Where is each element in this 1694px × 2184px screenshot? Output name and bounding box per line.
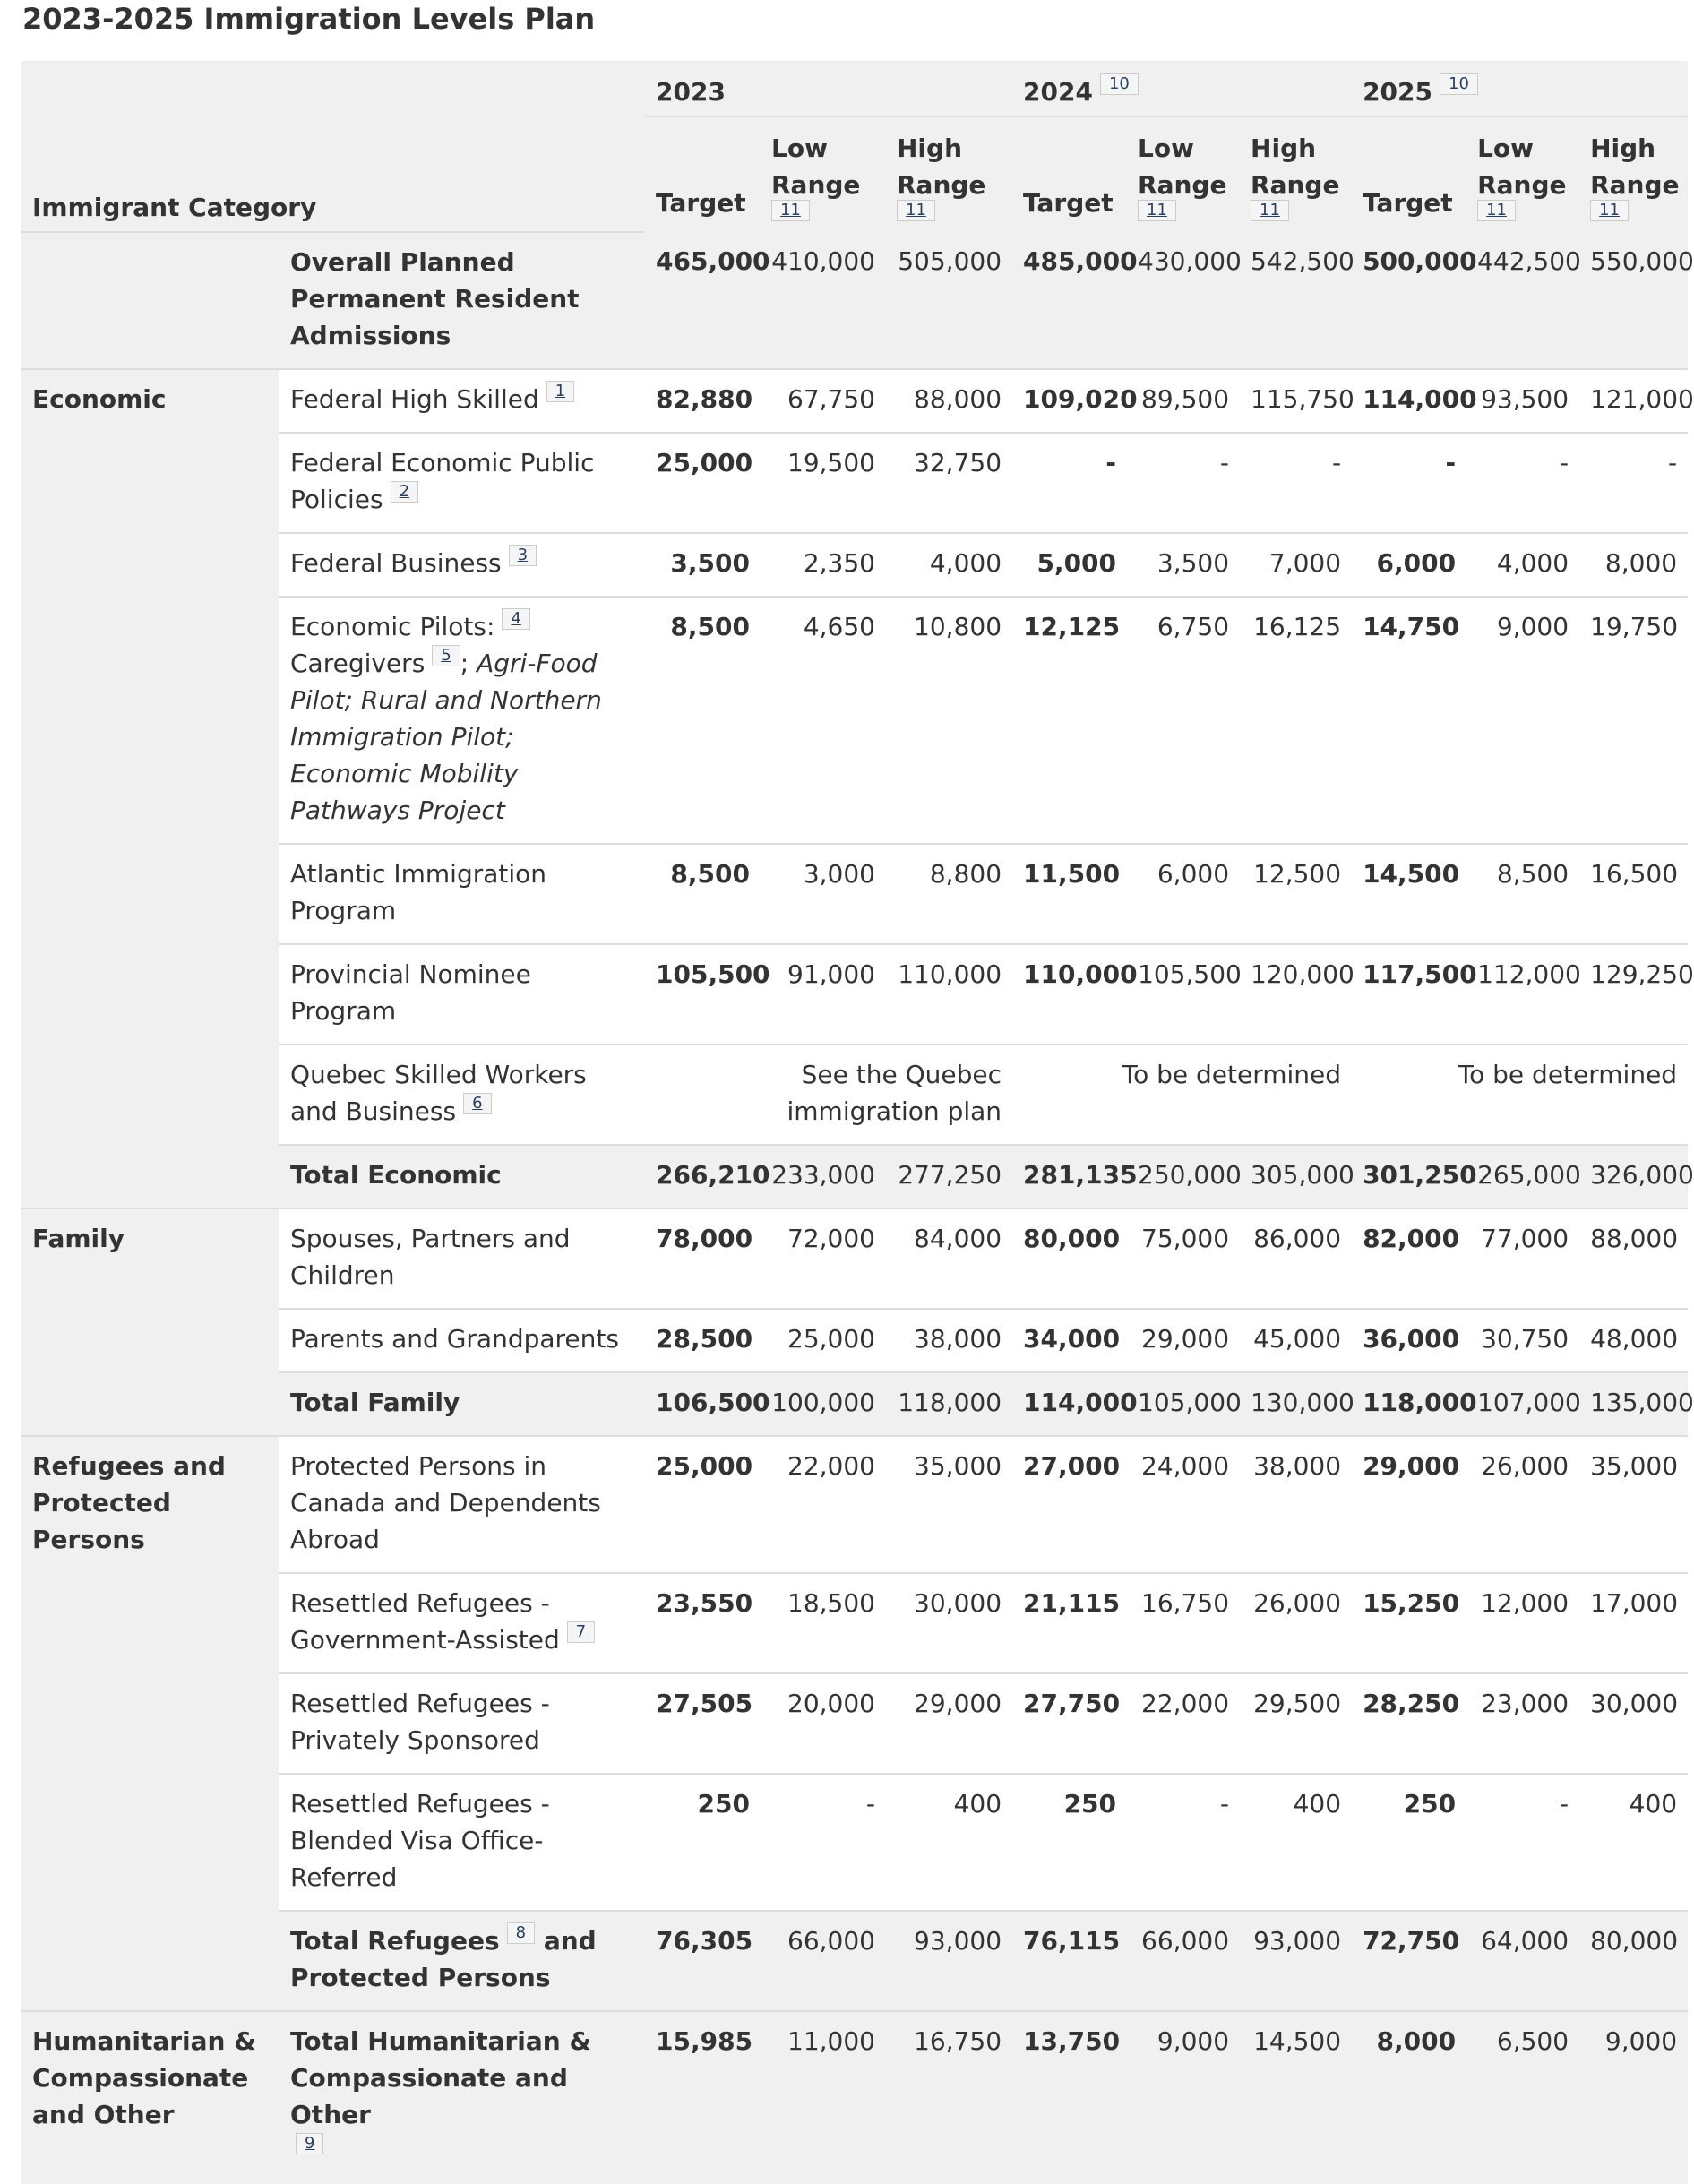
- footnote-link[interactable]: 9: [296, 2133, 323, 2154]
- value-cell: 121,000: [1579, 369, 1688, 433]
- value-cell: 30,000: [1579, 1673, 1688, 1774]
- value-cell: 30,750: [1466, 1309, 1579, 1372]
- value-cell: 250,000: [1127, 1145, 1240, 1208]
- value-cell: 23,000: [1466, 1673, 1579, 1774]
- value-cell: 10,800: [886, 597, 1012, 844]
- table-row: [21, 369, 1688, 433]
- row-label: Resettled Refugees - Blended Visa Office-Referred: [279, 1774, 645, 1911]
- value-cell: 326,000: [1579, 1145, 1688, 1208]
- quebec-2025-cell: To be determined: [1352, 1045, 1688, 1145]
- value-cell: 26,000: [1466, 1436, 1579, 1573]
- value-cell: 86,000: [1240, 1208, 1352, 1309]
- value-cell: 4,000: [886, 533, 1012, 597]
- value-cell: 14,500: [1352, 844, 1466, 944]
- value-cell: 550,000: [1579, 232, 1688, 369]
- value-cell: 88,000: [1579, 1208, 1688, 1309]
- value-cell: 12,500: [1240, 844, 1352, 944]
- value-cell: 118,000: [1352, 1372, 1466, 1436]
- value-cell: 76,115: [1012, 1911, 1127, 2011]
- target-header: Target: [1352, 116, 1466, 232]
- footnote-link[interactable]: 10: [1440, 73, 1478, 95]
- value-cell: -: [1466, 1774, 1579, 1911]
- value-cell: 24,000: [1127, 1436, 1240, 1573]
- value-cell: 26,000: [1240, 1573, 1352, 1673]
- value-cell: 72,750: [1352, 1911, 1466, 2011]
- value-cell: 8,800: [886, 844, 1012, 944]
- value-cell: 93,000: [886, 1911, 1012, 2011]
- group-humanitarian: Humanitarian & Compassionate and Other: [21, 2011, 279, 2184]
- value-cell: 29,000: [1127, 1309, 1240, 1372]
- row-label: Spouses, Partners and Children: [279, 1208, 645, 1309]
- value-cell: 9,000: [1127, 2011, 1240, 2184]
- footnote-link[interactable]: 1: [546, 381, 574, 402]
- value-cell: 78,000: [645, 1208, 761, 1309]
- value-cell: 30,000: [886, 1573, 1012, 1673]
- value-cell: 3,000: [761, 844, 886, 944]
- value-cell: 105,500: [645, 944, 761, 1045]
- row-label: Resettled Refugees - Government-Assisted 7: [279, 1573, 645, 1673]
- value-cell: 29,000: [886, 1673, 1012, 1774]
- value-cell: 107,000: [1466, 1372, 1579, 1436]
- footnote-link[interactable]: 11: [1477, 200, 1516, 221]
- value-cell: 66,000: [1127, 1911, 1240, 2011]
- value-cell: 38,000: [886, 1309, 1012, 1372]
- value-cell: 19,500: [761, 433, 886, 533]
- value-cell: 9,000: [1466, 597, 1579, 844]
- value-cell: 77,000: [1466, 1208, 1579, 1309]
- value-cell: -: [1579, 433, 1688, 533]
- value-cell: 7,000: [1240, 533, 1352, 597]
- value-cell: 22,000: [1127, 1673, 1240, 1774]
- value-cell: 22,000: [761, 1436, 886, 1573]
- value-cell: 16,500: [1579, 844, 1688, 944]
- value-cell: 27,505: [645, 1673, 761, 1774]
- group-economic: Economic: [21, 369, 279, 1208]
- value-cell: 106,500: [645, 1372, 761, 1436]
- value-cell: 82,000: [1352, 1208, 1466, 1309]
- value-cell: 400: [1579, 1774, 1688, 1911]
- value-cell: 67,750: [761, 369, 886, 433]
- footnote-link[interactable]: 2: [391, 481, 418, 503]
- value-cell: 6,500: [1466, 2011, 1579, 2184]
- year-header-2024: 2024 10: [1012, 61, 1352, 116]
- value-cell: 8,000: [1352, 2011, 1466, 2184]
- value-cell: 34,000: [1012, 1309, 1127, 1372]
- row-label: Economic Pilots: 4 Caregivers 5 ; Agri-Food Pilot; Rural and Northern Immigration Pilot; Economic Mobility Pathways Project: [279, 597, 645, 844]
- footnote-link[interactable]: 7: [567, 1621, 595, 1643]
- footnote-link[interactable]: 5: [432, 645, 460, 666]
- footnote-link[interactable]: 11: [1251, 200, 1289, 221]
- value-cell: 80,000: [1579, 1911, 1688, 2011]
- value-cell: 129,250: [1579, 944, 1688, 1045]
- value-cell: 38,000: [1240, 1436, 1352, 1573]
- value-cell: 500,000: [1352, 232, 1466, 369]
- value-cell: 118,000: [886, 1372, 1012, 1436]
- year-header-2023: 2023: [645, 61, 1012, 116]
- year-header-2025: 2025 10: [1352, 61, 1688, 116]
- value-cell: -: [1127, 1774, 1240, 1911]
- value-cell: 16,750: [886, 2011, 1012, 2184]
- target-header: Target: [1012, 116, 1127, 232]
- value-cell: 442,500: [1466, 232, 1579, 369]
- row-label: Total Family: [279, 1372, 645, 1436]
- value-cell: 110,000: [1012, 944, 1127, 1045]
- quebec-2023-cell: See the Quebec immigration plan: [645, 1045, 1012, 1145]
- high-range-header: High Range 11: [1240, 116, 1352, 232]
- value-cell: 84,000: [886, 1208, 1012, 1309]
- row-label: Provincial Nominee Program: [279, 944, 645, 1045]
- year-header-row: [21, 61, 1688, 116]
- footnote-link[interactable]: 4: [502, 608, 529, 630]
- value-cell: 6,000: [1127, 844, 1240, 944]
- value-cell: 109,020: [1012, 369, 1127, 433]
- value-cell: 25,000: [645, 1436, 761, 1573]
- table-row: [21, 2011, 1688, 2184]
- value-cell: 400: [886, 1774, 1012, 1911]
- value-cell: 117,500: [1352, 944, 1466, 1045]
- value-cell: 45,000: [1240, 1309, 1352, 1372]
- value-cell: 12,000: [1466, 1573, 1579, 1673]
- value-cell: 35,000: [886, 1436, 1012, 1573]
- value-cell: 19,750: [1579, 597, 1688, 844]
- quebec-2024-cell: To be determined: [1012, 1045, 1352, 1145]
- row-label: Protected Persons in Canada and Dependents Abroad: [279, 1436, 645, 1573]
- footnote-link[interactable]: 11: [771, 200, 810, 221]
- value-cell: 465,000: [645, 232, 761, 369]
- value-cell: 14,500: [1240, 2011, 1352, 2184]
- table-row: [21, 1208, 1688, 1309]
- page-title: 2023-2025 Immigration Levels Plan: [22, 2, 596, 36]
- value-cell: 13,750: [1012, 2011, 1127, 2184]
- value-cell: 266,210: [645, 1145, 761, 1208]
- footnote-link[interactable]: 6: [463, 1093, 491, 1114]
- value-cell: 4,000: [1466, 533, 1579, 597]
- value-cell: 277,250: [886, 1145, 1012, 1208]
- footnote-link[interactable]: 11: [1590, 200, 1629, 221]
- value-cell: 105,500: [1127, 944, 1240, 1045]
- value-cell: 25,000: [761, 1309, 886, 1372]
- high-range-header: High Range 11: [1579, 116, 1688, 232]
- value-cell: 105,000: [1127, 1372, 1240, 1436]
- row-label: Total Refugees 8 and Protected Persons: [279, 1911, 645, 2011]
- value-cell: 76,305: [645, 1911, 761, 2011]
- value-cell: 29,500: [1240, 1673, 1352, 1774]
- value-cell: 8,500: [1466, 844, 1579, 944]
- row-label: Resettled Refugees - Privately Sponsored: [279, 1673, 645, 1774]
- value-cell: 20,000: [761, 1673, 886, 1774]
- value-cell: 6,000: [1352, 533, 1466, 597]
- value-cell: 48,000: [1579, 1309, 1688, 1372]
- value-cell: 100,000: [761, 1372, 886, 1436]
- value-cell: 16,125: [1240, 597, 1352, 844]
- value-cell: 114,000: [1352, 369, 1466, 433]
- footnote-link[interactable]: 10: [1100, 73, 1139, 95]
- footnote-link[interactable]: 3: [509, 545, 537, 566]
- value-cell: 6,750: [1127, 597, 1240, 844]
- value-cell: 18,500: [761, 1573, 886, 1673]
- value-cell: 9,000: [1579, 2011, 1688, 2184]
- value-cell: 8,500: [645, 844, 761, 944]
- value-cell: 88,000: [886, 369, 1012, 433]
- value-cell: 110,000: [886, 944, 1012, 1045]
- value-cell: 130,000: [1240, 1372, 1352, 1436]
- value-cell: 35,000: [1579, 1436, 1688, 1573]
- value-cell: 8,500: [645, 597, 761, 844]
- value-cell: 17,000: [1579, 1573, 1688, 1673]
- high-range-header: High Range 11: [886, 116, 1012, 232]
- value-cell: 265,000: [1466, 1145, 1579, 1208]
- value-cell: 250: [1012, 1774, 1127, 1911]
- value-cell: 28,250: [1352, 1673, 1466, 1774]
- low-range-header: Low Range 11: [1466, 116, 1579, 232]
- value-cell: 29,000: [1352, 1436, 1466, 1573]
- value-cell: -: [1466, 433, 1579, 533]
- value-cell: 400: [1240, 1774, 1352, 1911]
- value-cell: -: [1012, 433, 1127, 533]
- value-cell: 281,135: [1012, 1145, 1127, 1208]
- value-cell: 3,500: [1127, 533, 1240, 597]
- footnote-link[interactable]: 11: [897, 200, 935, 221]
- group-cell: [21, 232, 279, 369]
- value-cell: 23,550: [645, 1573, 761, 1673]
- value-cell: 93,500: [1466, 369, 1579, 433]
- low-range-header: Low Range 11: [761, 116, 886, 232]
- value-cell: 15,250: [1352, 1573, 1466, 1673]
- value-cell: 11,500: [1012, 844, 1127, 944]
- table-row: [21, 1436, 1688, 1573]
- value-cell: 25,000: [645, 433, 761, 533]
- value-cell: 233,000: [761, 1145, 886, 1208]
- value-cell: 27,750: [1012, 1673, 1127, 1774]
- value-cell: 120,000: [1240, 944, 1352, 1045]
- value-cell: -: [1240, 433, 1352, 533]
- value-cell: 114,000: [1012, 1372, 1127, 1436]
- table-wrapper: [21, 61, 1694, 2184]
- footnote-link[interactable]: 8: [507, 1922, 535, 1944]
- value-cell: 250: [645, 1774, 761, 1911]
- low-range-header: Low Range 11: [1127, 116, 1240, 232]
- value-cell: 12,125: [1012, 597, 1127, 844]
- value-cell: 112,000: [1466, 944, 1579, 1045]
- value-cell: -: [1127, 433, 1240, 533]
- value-cell: 93,000: [1240, 1911, 1352, 2011]
- table-row: [21, 232, 1688, 369]
- value-cell: 305,000: [1240, 1145, 1352, 1208]
- value-cell: 21,115: [1012, 1573, 1127, 1673]
- pilot-programs-text: Agri-Food Pilot; Rural and Northern Immigration Pilot; Economic Mobility Pathways Project: [290, 649, 602, 825]
- value-cell: 15,985: [645, 2011, 761, 2184]
- value-cell: 36,000: [1352, 1309, 1466, 1372]
- value-cell: 8,000: [1579, 533, 1688, 597]
- target-header: Target: [645, 116, 761, 232]
- row-label: Overall Planned Permanent Resident Admissions: [279, 232, 645, 369]
- value-cell: 250: [1352, 1774, 1466, 1911]
- value-cell: 115,750: [1240, 369, 1352, 433]
- value-cell: -: [761, 1774, 886, 1911]
- value-cell: 11,000: [761, 2011, 886, 2184]
- group-family: Family: [21, 1208, 279, 1436]
- value-cell: 89,500: [1127, 369, 1240, 433]
- value-cell: 27,000: [1012, 1436, 1127, 1573]
- value-cell: 5,000: [1012, 533, 1127, 597]
- value-cell: 64,000: [1466, 1911, 1579, 2011]
- value-cell: 80,000: [1012, 1208, 1127, 1309]
- value-cell: 301,250: [1352, 1145, 1466, 1208]
- value-cell: 82,880: [645, 369, 761, 433]
- group-refugees: Refugees and Protected Persons: [21, 1436, 279, 2011]
- value-cell: 4,650: [761, 597, 886, 844]
- row-label: Quebec Skilled Workers and Business 6: [279, 1045, 645, 1145]
- value-cell: 14,750: [1352, 597, 1466, 844]
- row-label: Parents and Grandparents: [279, 1309, 645, 1372]
- value-cell: 72,000: [761, 1208, 886, 1309]
- value-cell: 430,000: [1127, 232, 1240, 369]
- row-label: Federal Economic Public Policies 2: [279, 433, 645, 533]
- row-label: Total Humanitarian & Compassionate and Other 9: [279, 2011, 645, 2184]
- value-cell: 485,000: [1012, 232, 1127, 369]
- value-cell: 542,500: [1240, 232, 1352, 369]
- value-cell: 2,350: [761, 533, 886, 597]
- value-cell: 66,000: [761, 1911, 886, 2011]
- row-label: Federal High Skilled 1: [279, 369, 645, 433]
- value-cell: 410,000: [761, 232, 886, 369]
- value-cell: 91,000: [761, 944, 886, 1045]
- value-cell: -: [1352, 433, 1466, 533]
- value-cell: 505,000: [886, 232, 1012, 369]
- value-cell: 16,750: [1127, 1573, 1240, 1673]
- value-cell: 75,000: [1127, 1208, 1240, 1309]
- value-cell: 3,500: [645, 533, 761, 597]
- category-header: Immigrant Category: [21, 61, 645, 232]
- value-cell: 135,000: [1579, 1372, 1688, 1436]
- value-cell: 32,750: [886, 433, 1012, 533]
- row-label: Federal Business 3: [279, 533, 645, 597]
- immigration-levels-table: [21, 61, 1694, 2184]
- row-label: Atlantic Immigration Program: [279, 844, 645, 944]
- row-label: Total Economic: [279, 1145, 645, 1208]
- value-cell: 28,500: [645, 1309, 761, 1372]
- footnote-link[interactable]: 11: [1138, 200, 1176, 221]
